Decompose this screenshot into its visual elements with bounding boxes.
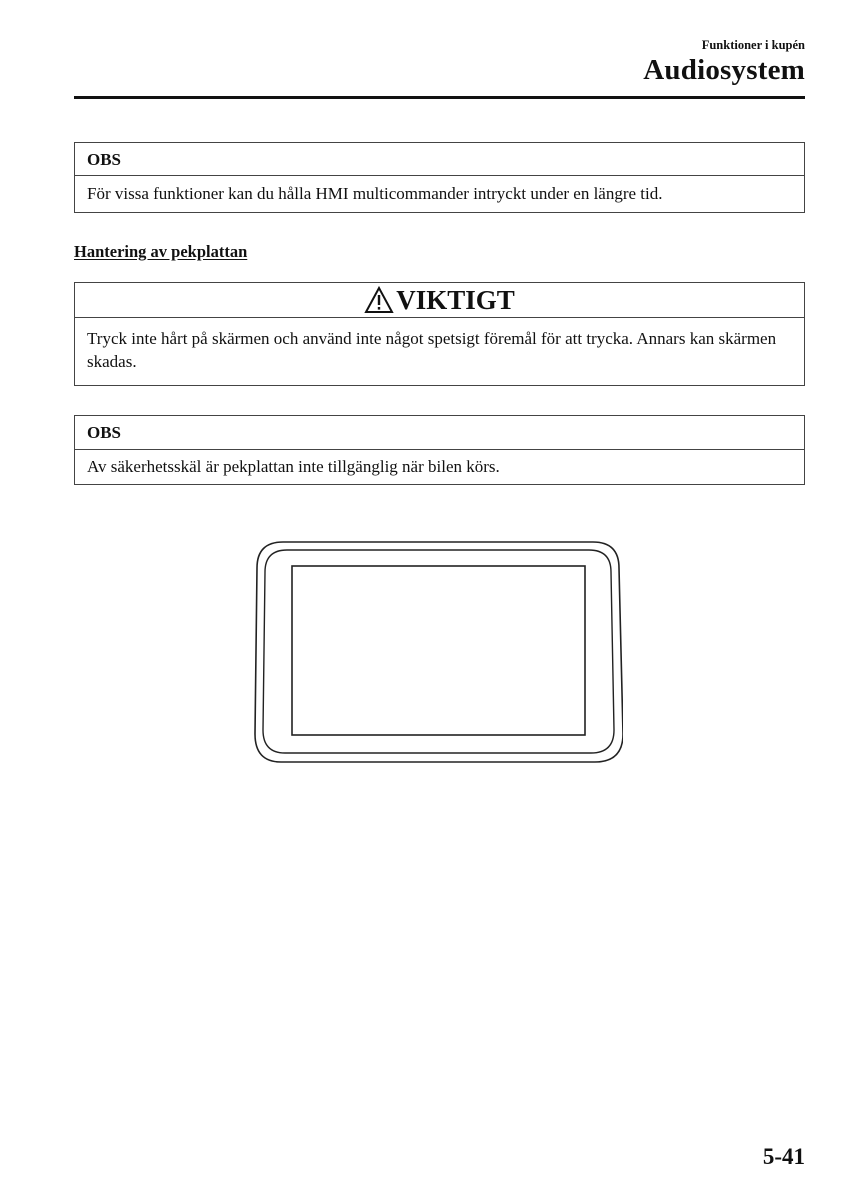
header-rule <box>74 96 805 99</box>
section-label: Funktioner i kupén <box>701 38 805 52</box>
page-title: Audiosystem <box>643 54 805 86</box>
note-box <box>74 142 805 213</box>
page-number: 5-41 <box>762 1144 805 1169</box>
touchscreen-display-icon <box>253 538 623 766</box>
warning-box <box>74 282 805 386</box>
warning-triangle-icon <box>364 286 394 314</box>
note-text: För vissa funktioner kan du hålla HMI multicommander intryckt under en längre tid. <box>87 184 663 203</box>
warning-heading: VIKTIGT <box>396 284 515 315</box>
note-box <box>74 415 805 485</box>
note-heading: OBS <box>75 416 804 450</box>
note-text: Av säkerhetsskäl är pekplattan inte tillgänglig när bilen körs. <box>87 457 500 476</box>
warning-text: Tryck inte hårt på skärmen och använd inte något spetsigt föremål för att trycka. Annars kan skärmen skadas. <box>87 329 777 371</box>
warning-heading-row <box>75 283 804 318</box>
subheading: Hantering av pekplattan <box>74 242 248 261</box>
note-heading: OBS <box>75 143 804 176</box>
